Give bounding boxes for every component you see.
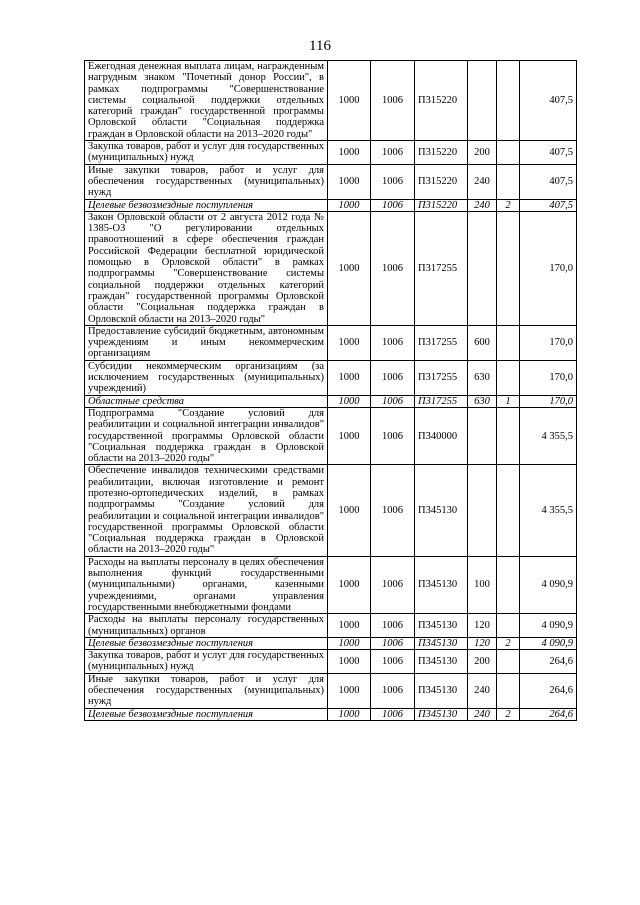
amount: 170,0: [520, 325, 577, 360]
amount: 407,5: [520, 61, 577, 141]
subsection-code: 1006: [371, 650, 415, 674]
amount: 264,6: [520, 708, 577, 720]
amount: 170,0: [520, 360, 577, 395]
table-row: [85, 407, 577, 464]
expense-type-code: 240: [468, 708, 497, 720]
target-article-code: П345130: [415, 708, 468, 720]
target-article-code: П345130: [415, 650, 468, 674]
expense-type-code: 120: [468, 614, 497, 638]
subsection-code: 1006: [371, 199, 415, 211]
target-article-code: П317255: [415, 360, 468, 395]
amount: 264,6: [520, 650, 577, 674]
target-article-code: П345130: [415, 637, 468, 649]
funding-source-code: [497, 556, 520, 613]
section-code: 1000: [328, 395, 371, 407]
table-row: [85, 325, 577, 360]
funding-source-code: 2: [497, 708, 520, 720]
target-article-code: П315220: [415, 61, 468, 141]
table-row: [85, 650, 577, 674]
section-code: 1000: [328, 650, 371, 674]
expense-type-code: [468, 61, 497, 141]
section-code: 1000: [328, 211, 371, 325]
amount: 170,0: [520, 211, 577, 325]
amount: 407,5: [520, 141, 577, 165]
target-article-code: П340000: [415, 407, 468, 464]
section-code: 1000: [328, 708, 371, 720]
subsection-code: 1006: [371, 164, 415, 199]
expense-name: Предоставление субсидий бюджетным, автономным учреждениям и иным некоммерческим организациям: [85, 325, 328, 360]
section-code: 1000: [328, 637, 371, 649]
expense-type-code: 200: [468, 650, 497, 674]
expense-name: Закупка товаров, работ и услуг для государственных (муниципальных) нужд: [85, 650, 328, 674]
expense-name: Целевые безвозмездные поступления: [85, 637, 328, 649]
target-article-code: П345130: [415, 673, 468, 708]
funding-source-code: 2: [497, 199, 520, 211]
subsection-code: 1006: [371, 614, 415, 638]
expense-name: Обеспечение инвалидов техническими средствами реабилитации, включая изготовление и ремонт протезно-ортопедических изделий, в рамках подпрограммы "Создание условий для реабилитации и социальной интеграции инвалидов" государственной программы Орловской области "Социальная поддержка граждан в Орловской области на 2013–2020 годы": [85, 465, 328, 556]
funding-source-code: [497, 650, 520, 674]
section-code: 1000: [328, 407, 371, 464]
expense-type-code: 630: [468, 360, 497, 395]
amount: 4 355,5: [520, 407, 577, 464]
expense-name: Иные закупки товаров, работ и услуг для обеспечения государственных (муниципальных) нужд: [85, 673, 328, 708]
section-code: 1000: [328, 465, 371, 556]
expense-name: Субсидии некоммерческим организациям (за исключением государственных (муниципальных) учреждений): [85, 360, 328, 395]
target-article-code: П315220: [415, 164, 468, 199]
subsection-code: 1006: [371, 211, 415, 325]
expense-name: Областные средства: [85, 395, 328, 407]
table-row: [85, 556, 577, 613]
section-code: 1000: [328, 199, 371, 211]
table-row: [85, 211, 577, 325]
funding-source-code: [497, 360, 520, 395]
budget-table-body: [85, 61, 577, 721]
expense-type-code: [468, 407, 497, 464]
amount: 170,0: [520, 395, 577, 407]
section-code: 1000: [328, 164, 371, 199]
table-row: [85, 465, 577, 556]
subsection-code: 1006: [371, 637, 415, 649]
subsection-code: 1006: [371, 673, 415, 708]
target-article-code: П315220: [415, 199, 468, 211]
table-row-funding-source: [85, 637, 577, 649]
target-article-code: П345130: [415, 465, 468, 556]
target-article-code: П345130: [415, 614, 468, 638]
table-row: [85, 614, 577, 638]
expense-type-code: [468, 465, 497, 556]
funding-source-code: [497, 164, 520, 199]
target-article-code: П315220: [415, 141, 468, 165]
subsection-code: 1006: [371, 395, 415, 407]
section-code: 1000: [328, 61, 371, 141]
expense-name: Закон Орловской области от 2 августа 2012 года № 1385-ОЗ "О регулировании отдельных правоотношений в сфере обеспечения граждан Российской Федерации бесплатной юридической помощью в Орловской области" в рамках подпрограммы "Совершенствование системы социальной поддержки отдельных категорий граждан" государственной программы Орловской области "Социальная поддержка граждан в Орловской области на 2013–2020 годы": [85, 211, 328, 325]
expense-type-code: 630: [468, 395, 497, 407]
subsection-code: 1006: [371, 141, 415, 165]
table-row: [85, 673, 577, 708]
funding-source-code: 1: [497, 395, 520, 407]
funding-source-code: [497, 211, 520, 325]
expense-type-code: 240: [468, 199, 497, 211]
table-row: [85, 360, 577, 395]
subsection-code: 1006: [371, 708, 415, 720]
funding-source-code: 2: [497, 637, 520, 649]
subsection-code: 1006: [371, 61, 415, 141]
expense-name: Целевые безвозмездные поступления: [85, 199, 328, 211]
subsection-code: 1006: [371, 360, 415, 395]
target-article-code: П317255: [415, 395, 468, 407]
expense-name: Ежегодная денежная выплата лицам, награжденным нагрудным знаком "Почетный донор России", в рамках подпрограммы "Совершенствование системы социальной поддержки отдельных категорий граждан" государственной программы Орловской области "Социальная поддержка граждан в Орловской области на 2013–2020 годы": [85, 61, 328, 141]
funding-source-code: [497, 465, 520, 556]
subsection-code: 1006: [371, 325, 415, 360]
subsection-code: 1006: [371, 407, 415, 464]
page-number: 116: [309, 38, 331, 54]
amount: 4 090,9: [520, 614, 577, 638]
expense-name: Закупка товаров, работ и услуг для государственных (муниципальных) нужд: [85, 141, 328, 165]
expense-type-code: [468, 211, 497, 325]
table-row: [85, 61, 577, 141]
table-row-funding-source: [85, 708, 577, 720]
expense-type-code: 240: [468, 164, 497, 199]
target-article-code: П317255: [415, 325, 468, 360]
funding-source-code: [497, 673, 520, 708]
section-code: 1000: [328, 141, 371, 165]
subsection-code: 1006: [371, 465, 415, 556]
table-row-funding-source: [85, 199, 577, 211]
expense-type-code: 600: [468, 325, 497, 360]
expense-type-code: 240: [468, 673, 497, 708]
table-row: [85, 141, 577, 165]
budget-table: [84, 60, 577, 721]
amount: 407,5: [520, 199, 577, 211]
amount: 264,6: [520, 673, 577, 708]
amount: 4 090,9: [520, 556, 577, 613]
amount: 407,5: [520, 164, 577, 199]
amount: 4 090,9: [520, 637, 577, 649]
expense-name: Расходы на выплаты персоналу в целях обеспечения выполнения функций государственными (муниципальными) органами, казенными учреждениями, органами управления государственными внебюджетными фондами: [85, 556, 328, 613]
funding-source-code: [497, 407, 520, 464]
expense-type-code: 200: [468, 141, 497, 165]
section-code: 1000: [328, 360, 371, 395]
subsection-code: 1006: [371, 556, 415, 613]
expense-name: Подпрограмма "Создание условий для реабилитации и социальной интеграции инвалидов" государственной программы Орловской области "Социальная поддержка граждан в Орловской области на 2013–2020 годы": [85, 407, 328, 464]
funding-source-code: [497, 141, 520, 165]
table-row-funding-source: [85, 395, 577, 407]
expense-type-code: 120: [468, 637, 497, 649]
section-code: 1000: [328, 556, 371, 613]
section-code: 1000: [328, 325, 371, 360]
expense-name: Целевые безвозмездные поступления: [85, 708, 328, 720]
funding-source-code: [497, 614, 520, 638]
funding-source-code: [497, 61, 520, 141]
section-code: 1000: [328, 673, 371, 708]
amount: 4 355,5: [520, 465, 577, 556]
expense-type-code: 100: [468, 556, 497, 613]
target-article-code: П317255: [415, 211, 468, 325]
expense-name: Расходы на выплаты персоналу государственных (муниципальных) органов: [85, 614, 328, 638]
funding-source-code: [497, 325, 520, 360]
expense-name: Иные закупки товаров, работ и услуг для обеспечения государственных (муниципальных) нужд: [85, 164, 328, 199]
section-code: 1000: [328, 614, 371, 638]
table-row: [85, 164, 577, 199]
target-article-code: П345130: [415, 556, 468, 613]
